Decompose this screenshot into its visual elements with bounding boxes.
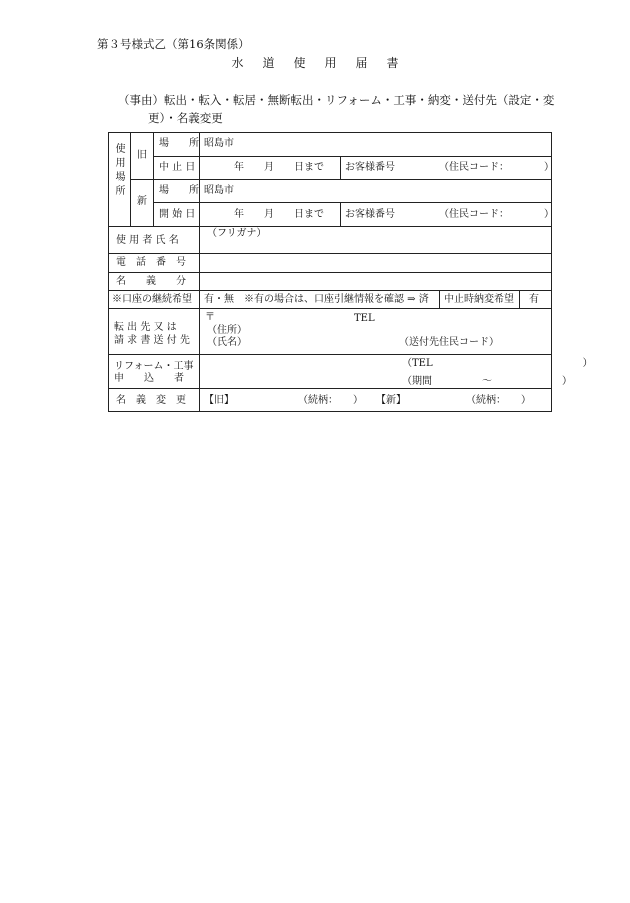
border-line [340, 156, 341, 179]
border-line [108, 132, 552, 133]
reform-label-line-2: 申 込 者 [114, 373, 184, 384]
border-line [108, 411, 552, 412]
border-line [108, 388, 552, 389]
border-line [108, 272, 552, 273]
old-name-bracket: 【旧】 [204, 395, 234, 406]
border-line [519, 290, 520, 308]
forward-address: （住所） [207, 325, 247, 336]
border-line [153, 132, 154, 226]
old-relation: （続柄： ） [298, 395, 363, 406]
stop-change-label: 中止時納変希望 [444, 294, 514, 305]
phone-label: 電 話 番 号 [116, 257, 186, 268]
reform-label-line-1: リフォーム・工事 [114, 361, 194, 372]
border-line [199, 132, 200, 412]
border-line [130, 179, 552, 180]
start-date-label: 開 始 日 [159, 209, 196, 220]
new-name-bracket: 【新】 [376, 395, 406, 406]
border-line [340, 202, 341, 226]
border-line [439, 290, 440, 308]
old-resident-code: （住民コード： ） [439, 162, 554, 173]
border-line [130, 132, 131, 226]
reason-line-1: （事由）転出・転入・転居・無断転出・リフォーム・工事・納変・送付先（設定・変 [118, 93, 555, 107]
reform-period: （期間 〜 ） [402, 376, 572, 387]
border-line [108, 226, 552, 227]
title-char: 水 [231, 56, 244, 70]
title-char: 用 [324, 56, 337, 70]
form-number: 第３号様式乙（第16条関係） [97, 37, 250, 51]
title-char: 書 [386, 56, 399, 70]
stop-change-value: 有 [529, 294, 539, 305]
border-line [153, 202, 552, 203]
forward-resident-code: （送付先住民コード） [399, 337, 499, 348]
account-continuation-label: ※口座の継続希望 [112, 294, 192, 305]
postal-mark: 〒 [205, 312, 215, 323]
forward-tel: TEL [354, 313, 375, 324]
border-line [108, 354, 552, 355]
title-char: 届 [355, 56, 368, 70]
border-line [108, 308, 552, 309]
old-place-value: 昭島市 [204, 138, 234, 149]
old-customer-number-label: お客様番号 [345, 162, 395, 173]
border-line [108, 290, 552, 291]
user-name-label: 使 用 者 氏 名 [116, 235, 179, 246]
stop-date-value: 年 月 日まで [234, 162, 324, 173]
border-line [153, 156, 552, 157]
furigana-label: （フリガナ） [207, 228, 267, 239]
new-resident-code: （住民コード： ） [439, 209, 554, 220]
new-place-value: 昭島市 [204, 185, 234, 196]
name-change-label: 名 義 変 更 [116, 395, 186, 406]
stop-date-label: 中 止 日 [159, 162, 196, 173]
new-place-label: 場 所 [159, 185, 199, 196]
border-line [108, 132, 109, 412]
notification-form-table [108, 132, 593, 412]
reform-tel: （TEL ） [402, 358, 593, 369]
forward-name: （氏名） [207, 337, 247, 348]
title-char: 道 [262, 56, 275, 70]
old-label: 旧 [137, 150, 147, 161]
new-label: 新 [137, 196, 147, 207]
reason-line-2: 更）・名義変更 [148, 111, 223, 125]
new-relation: （続柄： ） [466, 395, 531, 406]
use-place-label: 使用場所 [113, 143, 124, 199]
new-customer-number-label: お客様番号 [345, 209, 395, 220]
forward-label-line-2: 請 求 書 送 付 先 [114, 335, 190, 346]
title-char: 使 [293, 56, 306, 70]
old-place-label: 場 所 [159, 138, 199, 149]
border-line [551, 132, 552, 412]
account-continuation-value: 有・無 ※有の場合は、口座引継情報を確認 ⇒ 済 [204, 294, 429, 305]
start-date-value: 年 月 日まで [234, 209, 324, 220]
forward-label-line-1: 転 出 先 又 は [114, 322, 177, 333]
meigi-label: 名 義 分 [116, 276, 186, 287]
document-title [0, 54, 630, 71]
border-line [108, 253, 552, 254]
